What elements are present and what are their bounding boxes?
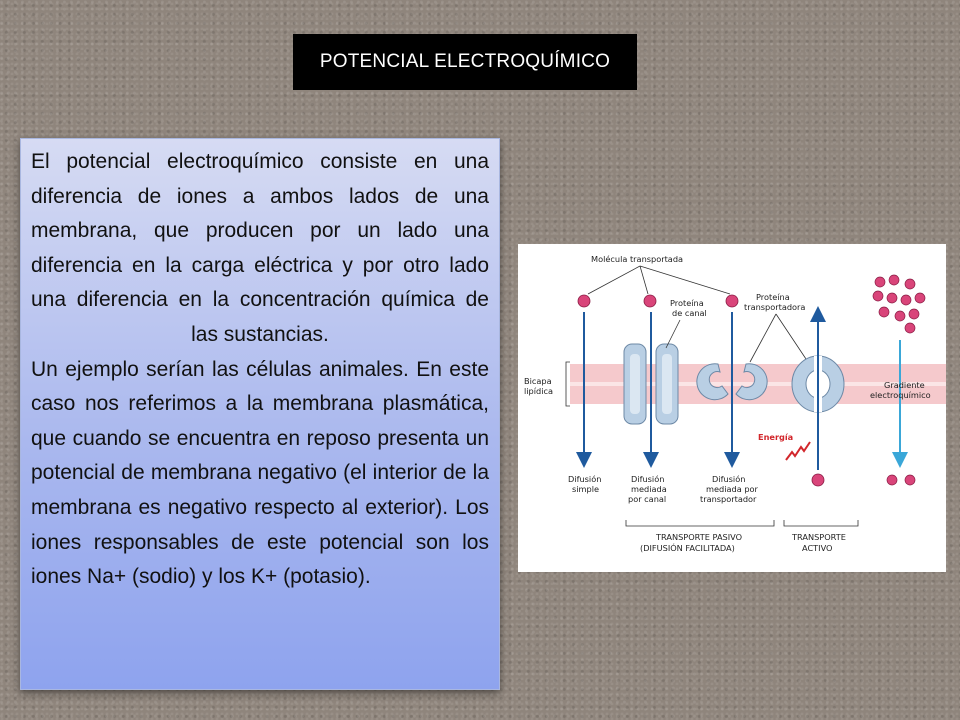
body-paragraph-1: El potencial electroquímico consiste en una diferencia de iones a ambos lados de una membrana, que producen por un lado una diferencia en la carga eléctrica y por otro lado una diferencia en la concentración química de las sustancias. bbox=[31, 150, 489, 346]
low-concentration-1 bbox=[887, 475, 897, 485]
difusion-transportador-1: Difusión bbox=[712, 474, 746, 484]
difusion-canal-2: mediada bbox=[631, 484, 667, 494]
slide-title: POTENCIAL ELECTROQUÍMICO bbox=[293, 34, 637, 90]
body-text-box bbox=[20, 138, 500, 690]
proteina-transportadora-1: Proteína bbox=[756, 292, 790, 302]
low-concentration-2 bbox=[905, 475, 915, 485]
transporte-pasivo-2: (DIFUSIÓN FACILITADA) bbox=[640, 543, 735, 553]
transporte-pasivo-1: TRANSPORTE PASIVO bbox=[656, 532, 743, 542]
molecule-channel bbox=[644, 295, 656, 307]
difusion-transportador-3: transportador bbox=[700, 494, 757, 504]
pasivo-bracket bbox=[626, 520, 774, 526]
molecule-carrier bbox=[726, 295, 738, 307]
molecule-simple bbox=[578, 295, 590, 307]
transporte-activo-2: ACTIVO bbox=[802, 543, 833, 553]
gradiente-label-1: Gradiente bbox=[884, 380, 925, 390]
proteina-canal-2: de canal bbox=[672, 308, 707, 318]
energia-label: Energía bbox=[758, 432, 794, 442]
gradiente-label-2: electroquímico bbox=[870, 390, 931, 400]
activo-bracket bbox=[784, 520, 858, 526]
bicapa-label-2: lipídica bbox=[524, 386, 554, 396]
energy-zigzag bbox=[786, 442, 810, 460]
molecule-label: Molécula transportada bbox=[591, 254, 684, 264]
difusion-simple-1: Difusión bbox=[568, 474, 602, 484]
molecule-active bbox=[812, 474, 824, 486]
membrane-transport-diagram bbox=[518, 244, 946, 572]
diagram-svg bbox=[518, 244, 946, 572]
bicapa-bracket bbox=[566, 362, 570, 406]
difusion-transportador-2: mediada por bbox=[706, 484, 758, 494]
difusion-canal-1: Difusión bbox=[631, 474, 665, 484]
difusion-simple-2: simple bbox=[572, 484, 600, 494]
proteina-transportadora-2: transportadora bbox=[744, 302, 806, 312]
body-paragraph-2: Un ejemplo serían las células animales. En este caso nos referimos a la membrana plasmática, que cuando se encuentra en reposo presenta un potencial de membrana negativo (el interior de la membrana es negativo respecto al exterior). Los iones responsables de este potencial son los iones Na+ (sodio) y los K+ (potasio). bbox=[31, 357, 489, 589]
bicapa-label-1: Bicapa bbox=[524, 376, 552, 386]
high-concentration-cluster bbox=[873, 275, 925, 333]
proteina-canal-1: Proteína bbox=[670, 298, 704, 308]
transporte-activo-1: TRANSPORTE bbox=[792, 532, 846, 542]
difusion-canal-3: por canal bbox=[628, 494, 667, 504]
